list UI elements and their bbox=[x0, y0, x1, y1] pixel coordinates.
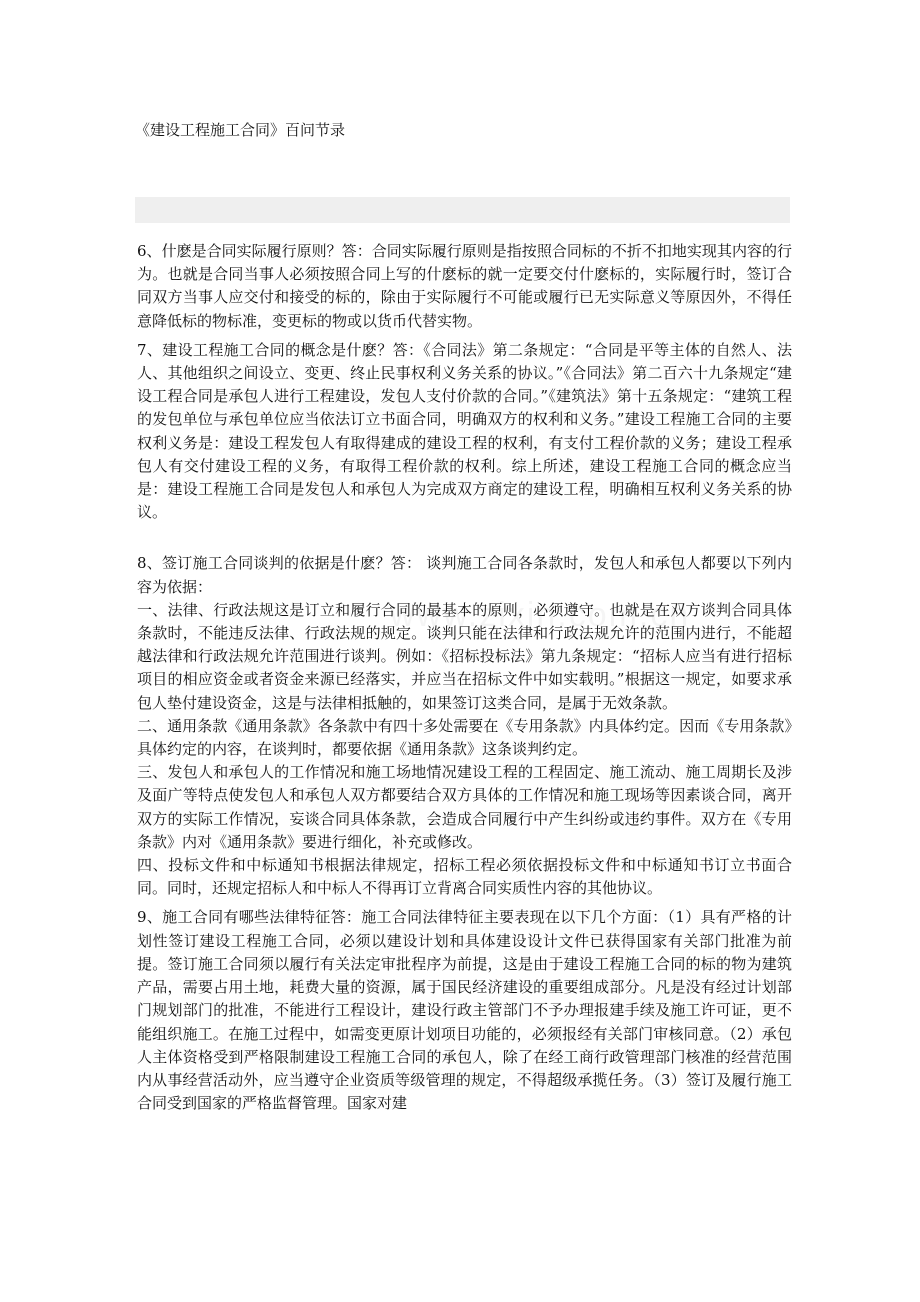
section-6: 6、什麽是合同实际履行原则？答：合同实际履行原则是指按照合同标的不折不扣地实现其内容的行为。也就是合同当事人必须按照合同上写的什麽标的就一定要交付什麽标的，实际履行时，签订合同双方当事人应交付和接受的标的，除由于实际履行不可能或履行已无实际意义等原因外，不得任意降低标的物标准，变更标的物或以货币代替实物。 bbox=[137, 242, 792, 330]
section-8-item-4: 四、投标文件和中标通知书根据法律规定，招标工程必须依据投标文件和中标通知书订立书面合同。同时，还规定招标人和中标人不得再订立背离合同实质性内容的其他协议。 bbox=[137, 856, 792, 898]
document-title: 《建设工程施工合同》百问节录 bbox=[135, 121, 346, 139]
section-8-item-3: 三、发包人和承包人的工作情况和施工场地情况建设工程的工程固定、施工流动、施工周期长及涉及面广等特点使发包人和承包人双方都要结合双方具体的工作情况和施工现场等因素谈合同，离开双方的实际工作情况，妄谈合同具体条款，会造成合同履行中产生纠纷或违约事件。双方在《专用条款》内对《通用条款》要进行细化，补充或修改。 bbox=[137, 763, 792, 851]
document-body bbox=[137, 240, 792, 1115]
header-divider-bar bbox=[135, 197, 790, 223]
section-7: 7、建设工程施工合同的概念是什麽？答：《合同法》第二条规定：“合同是平等主体的自然人、法人、其他组织之间设立、变更、终止民事权利义务关系的协议。”《合同法》第二百六十九条规定“建设工程合同是承包人进行工程建设，发包人支付价款的合同。”《建筑法》第十五条规定：“建筑工程的发包单位与承包单位应当依法订立书面合同，明确双方的权利和义务。”建设工程施工合同的主要权利义务是：建设工程发包人有取得建成的建设工程的权利，有支付工程价款的义务；建设工程承包人有交付建设工程的义务，有取得工程价款的权利。综上所述，建设工程施工合同的概念应当是：建设工程施工合同是发包人和承包人为完成双方商定的建设工程，明确相互权利义务关系的协议。 bbox=[137, 340, 792, 522]
section-8: 8、签订施工合同谈判的依据是什麽？答： 谈判施工合同各条款时，发包人和承包人都要以下列内容为依据： bbox=[137, 554, 792, 596]
section-8-item-1: 一、法律、行政法规这是订立和履行合同的最基本的原则，必须遵守。也就是在双方谈判合同具体条款时，不能违反法律、行政法规的规定。谈判只能在法律和行政法规允许的范围内进行，不能超越法律和行政法规允许范围进行谈判。例如：《招标投标法》第九条规定：“招标人应当有进行招标项目的相应资金或者资金来源已经落实，并应当在招标文件中如实载明。”根据这一规定，如要求承包人垫付建设资金，这是与法律相抵触的，如果签订这类合同，是属于无效条款。 bbox=[137, 600, 792, 712]
section-8-item-2: 二、通用条款《通用条款》各条款中有四十多处需要在《专用条款》内具体约定。因而《专用条款》具体约定的内容，在谈判时，都要依据《通用条款》这条谈判约定。 bbox=[137, 716, 792, 759]
section-9: 9、施工合同有哪些法律特征答：施工合同法律特征主要表现在以下几个方面：（1）具有严格的计划性签订建设工程施工合同，必须以建设计划和具体建设设计文件已获得国家有关部门批准为前提。签订施工合同须以履行有关法定审批程序为前提，这是由于建设工程施工合同的标的物为建筑产品，需要占用土地，耗费大量的资源，属于国民经济建设的重要组成部分。凡是没有经过计划部门规划部门的批准，不能进行工程设计，建设行政主管部门不予办理报建手续及施工许可证，更不能组织施工。在施工过程中，如需变更原计划项目功能的，必须报经有关部门审核同意。（2）承包人主体资格受到严格限制建设工程施工合同的承包人，除了在经工商行政管理部门核准的经营范围内从事经营活动外，应当遵守企业资质等级管理的规定，不得超级承揽任务。（3）签订及履行施工合同受到国家的严格监督管理。国家对建 bbox=[137, 908, 792, 1113]
